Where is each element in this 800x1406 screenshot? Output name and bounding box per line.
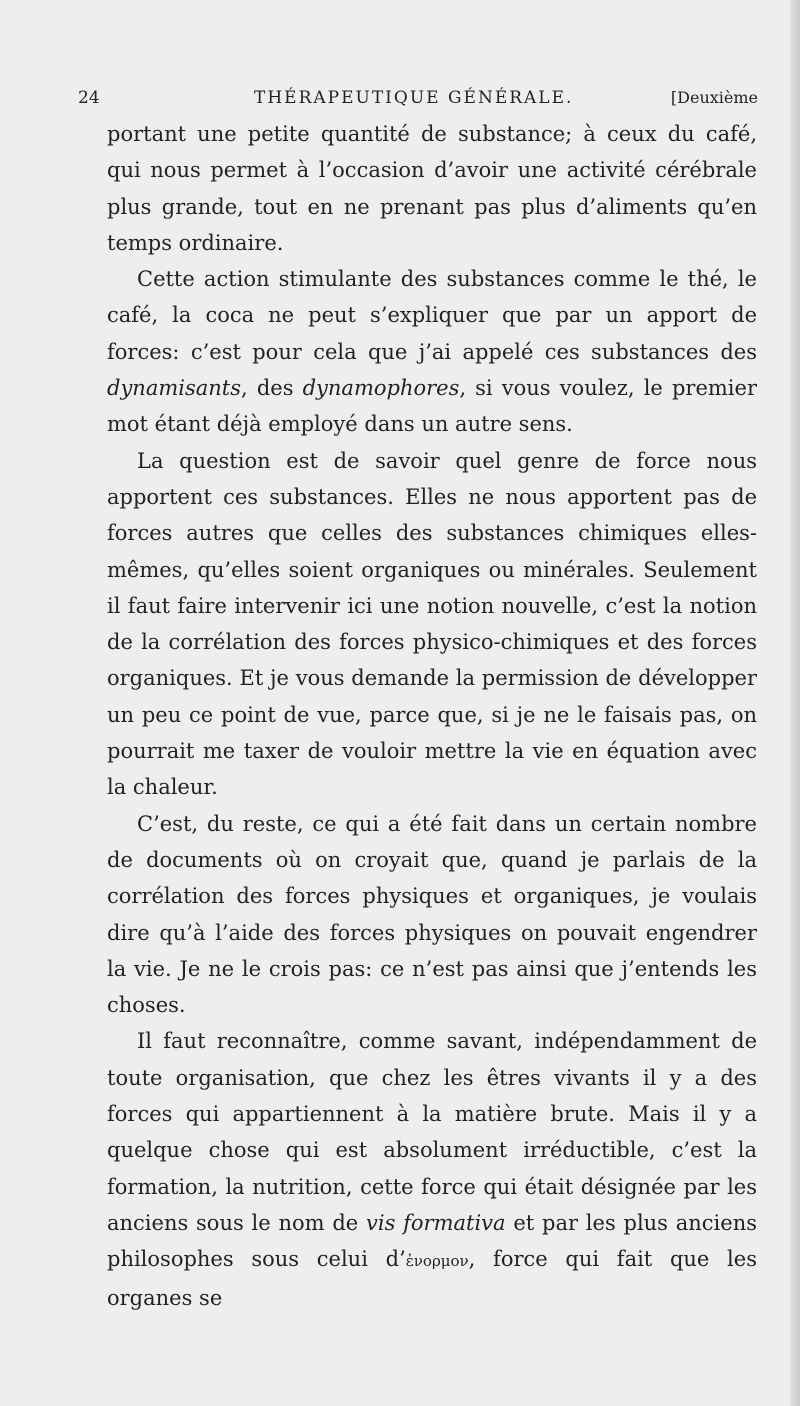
paragraph-2	[107, 261, 757, 442]
paragraph-2-text-a: Cette action stimulante des substances comme le thé, le café, la coca ne peut s’expliquer que par un apport de forces: c’est pour cela que j’ai appelé ces substances des	[107, 267, 757, 364]
greek-term: ἐνορμον	[405, 1252, 469, 1271]
running-title: THÉRAPEUTIQUE GÉNÉRALE.	[254, 88, 574, 108]
paragraph-2-text-c: , si vous voulez, le premier mot étant déjà employé dans un autre sens.	[107, 376, 757, 437]
paragraph-5	[107, 1023, 757, 1315]
paragraph-4: C’est, du reste, ce qui a été fait dans un certain nombre de documents où on croyait que, quand je parlais de la corrélation des forces physiques et organiques, je voulais dire qu’à l’aide des forces physiques on pouvait engendrer la vie. Je ne le crois pas: ce n’est pas ainsi que j’entends les choses.	[107, 811, 757, 1018]
paragraph-5-text-c: , force qui fait que les organes se	[107, 1247, 757, 1310]
term-vis-formativa: vis formativa	[366, 1210, 506, 1235]
page-number: 24	[78, 88, 100, 108]
paragraph-2-text-b: , des	[241, 376, 303, 401]
paragraph-5-text-b: et par les plus anciens philosophes sous celui d’	[107, 1210, 757, 1272]
term-dynamisants: dynamisants	[107, 376, 242, 401]
term-dynamophores: dynamophores	[302, 376, 460, 401]
page-edge-shadow	[790, 0, 800, 1406]
running-header	[78, 88, 758, 118]
section-label: [Deuxième	[670, 88, 758, 107]
paragraph-1: portant une petite quantité de substance; à ceux du café, qui nous permet à l’occasion d’avoir une activité cérébrale plus grande, tout en ne prenant pas plus d’aliments qu’en temps ordinaire.	[107, 122, 757, 255]
body-text	[107, 116, 757, 1316]
paragraph-5-text-a: Il faut reconnaître, comme savant, indépendamment de toute organisation, que chez les êtres vivants il y a des forces qui appartiennent à la matière brute. Mais il y a quelque chose qui est absolument irréductible, c’est la formation, la nutrition, cette force qui était désignée par les anciens sous le nom de	[107, 1029, 757, 1235]
paragraph-3: La question est de savoir quel genre de force nous apportent ces substances. Elles ne nous apportent pas de forces autres que celles des substances chimiques elles-mêmes, qu’elles soient organiques ou minérales. Seulement il faut faire intervenir ici une notion nouvelle, c’est la notion de la corrélation des forces physico-chimiques et des forces organiques. Et je vous demande la permission de développer un peu ce point de vue, parce que, si je ne le faisais pas, on pourrait me taxer de vouloir mettre la vie en équation avec la chaleur.	[107, 448, 757, 800]
